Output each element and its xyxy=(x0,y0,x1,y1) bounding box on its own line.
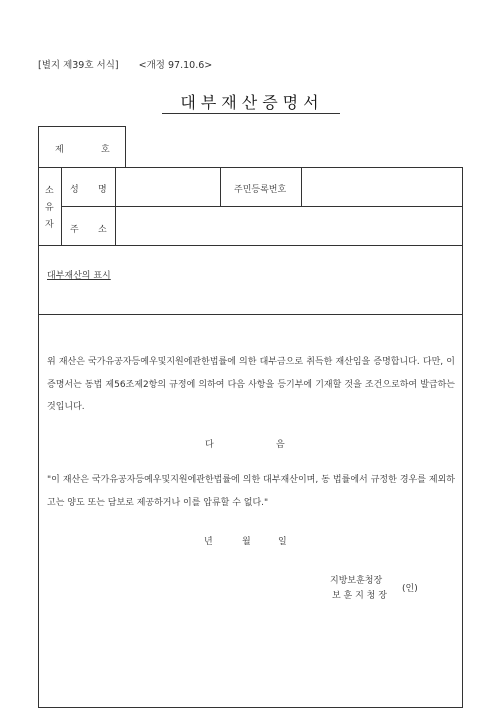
number-ho: 호 xyxy=(101,145,110,155)
frame-right xyxy=(462,167,463,708)
owner-section-divider xyxy=(61,167,62,245)
date-day: 일 xyxy=(278,537,287,547)
form-number: [별지 제39호 서식] xyxy=(38,60,119,71)
title-underline xyxy=(162,113,340,114)
frame-bottom xyxy=(38,707,463,708)
date-year: 년 xyxy=(204,537,213,547)
owner-bottom-line xyxy=(38,245,463,246)
number-je: 제 xyxy=(55,145,64,155)
owner-top-line xyxy=(38,167,463,168)
notes-heading-eum: 음 xyxy=(276,440,285,450)
notes-heading-da: 다 xyxy=(205,440,214,450)
revision-note: <개정 97.10.6> xyxy=(138,60,213,71)
property-bottom-line xyxy=(38,314,463,315)
rrn-right-divider xyxy=(301,167,302,206)
property-label: 대부재산의 표시 xyxy=(47,271,111,281)
certification-paragraph: 위 재산은 국가유공자등예우및지원에관한법률에 의한 대부금으로 취득한 재산임을 증명합니다. 다만, 이 증명서는 동법 제56조제2항의 규정에 의하여 다음 사항을 등기부에 기재할 것을 조건으로하여 발급하는 것입니다. xyxy=(47,357,455,412)
document-title: 대부재산증명서 xyxy=(180,93,324,112)
number-box-top xyxy=(38,126,126,127)
rrn-label: 주민등록번호 xyxy=(234,185,287,195)
name-label-seong: 성 xyxy=(70,185,79,195)
owner-label-ja: 자 xyxy=(45,220,54,230)
registration-note-paragraph: "이 재산은 국가유공자등예우및지원에관한법률에 의한 대부재산이며, 동 법률에서 규정한 경우를 제외하고는 양도 또는 담보로 제공하거나 이를 압류할 수 없다." xyxy=(47,475,455,508)
address-label-so: 소 xyxy=(98,225,107,235)
seal-mark: (인) xyxy=(402,584,418,594)
issuer-regional-office: 지방보훈청장 xyxy=(330,576,383,586)
rrn-left-divider xyxy=(220,167,221,206)
date-month: 월 xyxy=(242,537,251,547)
issuer-branch-office: 보 훈 지 청 장 xyxy=(332,591,387,601)
owner-label-divider xyxy=(115,167,116,245)
name-label-myeong: 명 xyxy=(98,185,107,195)
owner-label-so: 소 xyxy=(45,186,54,196)
frame-left xyxy=(38,126,39,708)
number-box-right xyxy=(125,126,126,167)
address-label-ju: 주 xyxy=(70,225,79,235)
owner-mid-line xyxy=(61,206,463,207)
form-header xyxy=(38,57,212,71)
owner-label-yu: 유 xyxy=(45,203,54,213)
